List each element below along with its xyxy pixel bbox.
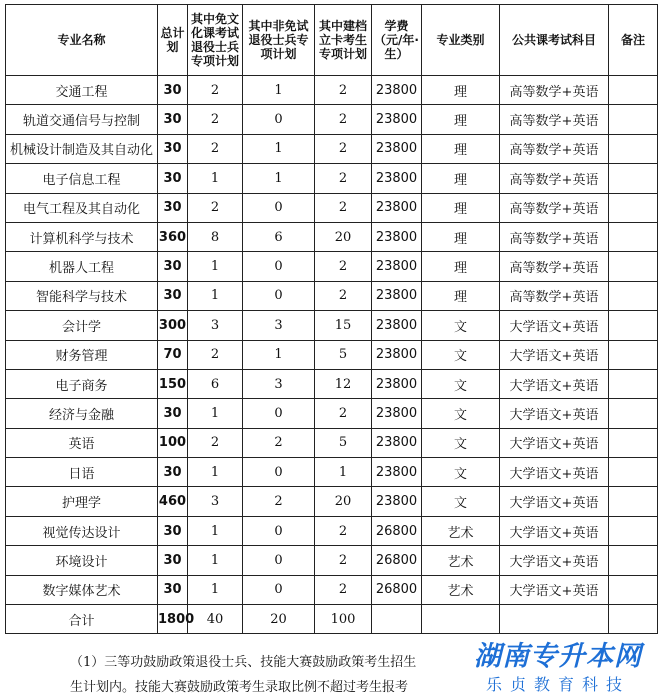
exam-subject-cell: 高等数学+英语 <box>500 222 609 251</box>
poverty-plan-cell: 5 <box>315 340 372 369</box>
table-row <box>6 222 658 251</box>
major-name-cell: 护理学 <box>6 487 158 516</box>
poverty-plan-cell: 2 <box>315 399 372 428</box>
remark-cell <box>609 105 658 134</box>
site-watermark-logo <box>465 634 651 694</box>
total-plan-cell: 100 <box>158 428 188 457</box>
exam-subject-cell: 大学语文+英语 <box>500 487 609 516</box>
major-name-cell: 会计学 <box>6 311 158 340</box>
table-row <box>6 546 658 575</box>
header-category: 专业类别 <box>422 5 500 76</box>
poverty-plan-cell: 2 <box>315 76 372 105</box>
remark-cell <box>609 222 658 251</box>
header-tuition: 学费（元/年·生） <box>372 5 422 76</box>
remark-cell <box>609 458 658 487</box>
non-exempt-plan-cell: 1 <box>243 164 315 193</box>
non-exempt-plan-cell: 0 <box>243 193 315 222</box>
header-non-exempt-veteran-plan: 其中非免试退役士兵专项计划 <box>243 5 315 76</box>
tuition-cell: 23800 <box>372 134 422 163</box>
tuition-cell: 26800 <box>372 516 422 545</box>
poverty-plan-cell: 2 <box>315 164 372 193</box>
remark-cell <box>609 575 658 604</box>
category-cell: 理 <box>422 105 500 134</box>
exam-subject-cell: 大学语文+英语 <box>500 428 609 457</box>
exam-subject-cell: 高等数学+英语 <box>500 193 609 222</box>
tuition-cell: 23800 <box>372 311 422 340</box>
exam-subject-cell: 大学语文+英语 <box>500 399 609 428</box>
total-plan-cell: 30 <box>158 164 188 193</box>
non-exempt-plan-cell: 0 <box>243 575 315 604</box>
poverty-plan-cell: 5 <box>315 428 372 457</box>
header-exempt-veteran-plan: 其中免文化课考试退役士兵专项计划 <box>188 5 243 76</box>
major-name-cell: 英语 <box>6 428 158 457</box>
table-row <box>6 340 658 369</box>
total-plan-cell: 30 <box>158 105 188 134</box>
major-name-cell: 日语 <box>6 458 158 487</box>
enrollment-plan-table <box>5 4 658 634</box>
remark-cell <box>609 546 658 575</box>
poverty-plan-cell: 12 <box>315 369 372 398</box>
tuition-cell: 26800 <box>372 575 422 604</box>
footnote-line-1: （1）三等功鼓励政策退役士兵、技能大赛鼓励政策考生招生 <box>70 655 417 670</box>
poverty-plan-cell: 2 <box>315 252 372 281</box>
poverty-plan-cell: 2 <box>315 134 372 163</box>
exam-subject-cell: 大学语文+英语 <box>500 546 609 575</box>
non-exempt-plan-cell: 1 <box>243 76 315 105</box>
tuition-cell: 23800 <box>372 369 422 398</box>
poverty-plan-cell: 15 <box>315 311 372 340</box>
remark-cell <box>609 399 658 428</box>
total-plan-cell: 70 <box>158 340 188 369</box>
major-name-cell: 交通工程 <box>6 76 158 105</box>
major-name-cell: 电子商务 <box>6 369 158 398</box>
category-cell: 理 <box>422 222 500 251</box>
total-empty-cell <box>500 605 609 634</box>
table-row <box>6 105 658 134</box>
total-plan-cell: 150 <box>158 369 188 398</box>
poverty-plan-cell: 2 <box>315 516 372 545</box>
table-row <box>6 76 658 105</box>
exempt-plan-cell: 3 <box>188 311 243 340</box>
tuition-cell: 26800 <box>372 546 422 575</box>
exempt-plan-cell: 1 <box>188 575 243 604</box>
non-exempt-plan-cell: 0 <box>243 281 315 310</box>
total-plan-cell: 30 <box>158 252 188 281</box>
poverty-plan-cell: 2 <box>315 575 372 604</box>
category-cell: 理 <box>422 193 500 222</box>
non-exempt-plan-cell: 0 <box>243 546 315 575</box>
exam-subject-cell: 大学语文+英语 <box>500 575 609 604</box>
non-exempt-plan-cell: 0 <box>243 252 315 281</box>
watermark-title: 湖南专升本网 <box>474 641 642 672</box>
tuition-cell: 23800 <box>372 105 422 134</box>
total-plan-cell: 30 <box>158 193 188 222</box>
total-row <box>6 605 658 634</box>
remark-cell <box>609 311 658 340</box>
poverty-plan-cell: 20 <box>315 487 372 516</box>
table-row <box>6 164 658 193</box>
major-name-cell: 计算机科学与技术 <box>6 222 158 251</box>
exempt-plan-cell: 2 <box>188 134 243 163</box>
exam-subject-cell: 大学语文+英语 <box>500 458 609 487</box>
tuition-cell: 23800 <box>372 76 422 105</box>
exempt-plan-cell: 2 <box>188 193 243 222</box>
table-row <box>6 134 658 163</box>
header-exam-subject: 公共课考试科目 <box>500 5 609 76</box>
tuition-cell: 23800 <box>372 164 422 193</box>
non-exempt-plan-cell: 0 <box>243 105 315 134</box>
exam-subject-cell: 高等数学+英语 <box>500 134 609 163</box>
major-name-cell: 电子信息工程 <box>6 164 158 193</box>
total-plan-sum: 1800 <box>158 605 188 634</box>
exam-subject-cell: 高等数学+英语 <box>500 281 609 310</box>
exempt-plan-cell: 3 <box>188 487 243 516</box>
tuition-cell: 23800 <box>372 399 422 428</box>
exempt-plan-cell: 1 <box>188 164 243 193</box>
non-exempt-plan-cell: 6 <box>243 222 315 251</box>
header-poverty-plan: 其中建档立卡考生专项计划 <box>315 5 372 76</box>
exempt-plan-cell: 2 <box>188 428 243 457</box>
total-non-exempt-sum: 20 <box>243 605 315 634</box>
non-exempt-plan-cell: 2 <box>243 428 315 457</box>
category-cell: 艺术 <box>422 516 500 545</box>
table-row <box>6 487 658 516</box>
major-name-cell: 机器人工程 <box>6 252 158 281</box>
exempt-plan-cell: 2 <box>188 340 243 369</box>
exam-subject-cell: 大学语文+英语 <box>500 311 609 340</box>
exam-subject-cell: 大学语文+英语 <box>500 369 609 398</box>
poverty-plan-cell: 20 <box>315 222 372 251</box>
poverty-plan-cell: 2 <box>315 281 372 310</box>
non-exempt-plan-cell: 2 <box>243 487 315 516</box>
total-plan-cell: 30 <box>158 76 188 105</box>
category-cell: 文 <box>422 458 500 487</box>
exempt-plan-cell: 1 <box>188 546 243 575</box>
category-cell: 文 <box>422 428 500 457</box>
category-cell: 文 <box>422 340 500 369</box>
total-plan-cell: 460 <box>158 487 188 516</box>
major-name-cell: 智能科学与技术 <box>6 281 158 310</box>
category-cell: 艺术 <box>422 546 500 575</box>
exempt-plan-cell: 2 <box>188 76 243 105</box>
remark-cell <box>609 252 658 281</box>
total-empty-cell <box>372 605 422 634</box>
major-name-cell: 数字媒体艺术 <box>6 575 158 604</box>
remark-cell <box>609 487 658 516</box>
tuition-cell: 23800 <box>372 487 422 516</box>
table-header-row <box>6 5 658 76</box>
exempt-plan-cell: 1 <box>188 252 243 281</box>
remark-cell <box>609 516 658 545</box>
poverty-plan-cell: 1 <box>315 458 372 487</box>
exam-subject-cell: 高等数学+英语 <box>500 164 609 193</box>
total-empty-cell <box>609 605 658 634</box>
total-plan-cell: 30 <box>158 546 188 575</box>
remark-cell <box>609 76 658 105</box>
category-cell: 理 <box>422 252 500 281</box>
exempt-plan-cell: 1 <box>188 516 243 545</box>
remark-cell <box>609 164 658 193</box>
major-name-cell: 轨道交通信号与控制 <box>6 105 158 134</box>
exempt-plan-cell: 1 <box>188 281 243 310</box>
total-plan-cell: 30 <box>158 516 188 545</box>
category-cell: 理 <box>422 164 500 193</box>
category-cell: 理 <box>422 134 500 163</box>
exam-subject-cell: 大学语文+英语 <box>500 516 609 545</box>
exam-subject-cell: 高等数学+英语 <box>500 252 609 281</box>
non-exempt-plan-cell: 1 <box>243 340 315 369</box>
category-cell: 艺术 <box>422 575 500 604</box>
major-name-cell: 财务管理 <box>6 340 158 369</box>
category-cell: 文 <box>422 399 500 428</box>
remark-cell <box>609 369 658 398</box>
category-cell: 理 <box>422 281 500 310</box>
table-body <box>6 76 658 605</box>
total-plan-cell: 30 <box>158 281 188 310</box>
poverty-plan-cell: 2 <box>315 193 372 222</box>
tuition-cell: 23800 <box>372 193 422 222</box>
total-plan-cell: 30 <box>158 134 188 163</box>
tuition-cell: 23800 <box>372 458 422 487</box>
exempt-plan-cell: 1 <box>188 458 243 487</box>
major-name-cell: 环境设计 <box>6 546 158 575</box>
table-row <box>6 516 658 545</box>
total-plan-cell: 30 <box>158 399 188 428</box>
major-name-cell: 电气工程及其自动化 <box>6 193 158 222</box>
exam-subject-cell: 高等数学+英语 <box>500 105 609 134</box>
total-plan-cell: 30 <box>158 575 188 604</box>
watermark-subtitle: 乐贞教育科技 <box>485 675 630 694</box>
remark-cell <box>609 193 658 222</box>
remark-cell <box>609 134 658 163</box>
header-total-plan: 总计划 <box>158 5 188 76</box>
major-name-cell: 经济与金融 <box>6 399 158 428</box>
tuition-cell: 23800 <box>372 222 422 251</box>
exempt-plan-cell: 1 <box>188 399 243 428</box>
header-major-name: 专业名称 <box>6 5 158 76</box>
total-plan-cell: 300 <box>158 311 188 340</box>
total-plan-cell: 360 <box>158 222 188 251</box>
tuition-cell: 23800 <box>372 281 422 310</box>
non-exempt-plan-cell: 0 <box>243 516 315 545</box>
major-name-cell: 视觉传达设计 <box>6 516 158 545</box>
table-row <box>6 399 658 428</box>
remark-cell <box>609 281 658 310</box>
category-cell: 文 <box>422 369 500 398</box>
total-exempt-sum: 40 <box>188 605 243 634</box>
table-row <box>6 369 658 398</box>
non-exempt-plan-cell: 3 <box>243 311 315 340</box>
remark-cell <box>609 428 658 457</box>
category-cell: 文 <box>422 311 500 340</box>
table-row <box>6 428 658 457</box>
tuition-cell: 23800 <box>372 428 422 457</box>
exempt-plan-cell: 2 <box>188 105 243 134</box>
non-exempt-plan-cell: 3 <box>243 369 315 398</box>
non-exempt-plan-cell: 0 <box>243 458 315 487</box>
exempt-plan-cell: 8 <box>188 222 243 251</box>
total-empty-cell <box>422 605 500 634</box>
category-cell: 文 <box>422 487 500 516</box>
table-row <box>6 311 658 340</box>
major-name-cell: 机械设计制造及其自动化 <box>6 134 158 163</box>
table-row <box>6 193 658 222</box>
tuition-cell: 23800 <box>372 340 422 369</box>
total-plan-cell: 30 <box>158 458 188 487</box>
header-remark: 备注 <box>609 5 658 76</box>
tuition-cell: 23800 <box>372 252 422 281</box>
poverty-plan-cell: 2 <box>315 105 372 134</box>
non-exempt-plan-cell: 0 <box>243 399 315 428</box>
table-row <box>6 458 658 487</box>
total-poverty-sum: 100 <box>315 605 372 634</box>
exam-subject-cell: 大学语文+英语 <box>500 340 609 369</box>
footnote-line-2: 生计划内。技能大赛鼓励政策考生录取比例不超过考生报考 <box>70 680 409 695</box>
total-label: 合计 <box>6 605 158 634</box>
remark-cell <box>609 340 658 369</box>
non-exempt-plan-cell: 1 <box>243 134 315 163</box>
exam-subject-cell: 高等数学+英语 <box>500 76 609 105</box>
table-row <box>6 575 658 604</box>
category-cell: 理 <box>422 76 500 105</box>
table-row <box>6 281 658 310</box>
table-row <box>6 252 658 281</box>
poverty-plan-cell: 2 <box>315 546 372 575</box>
exempt-plan-cell: 6 <box>188 369 243 398</box>
